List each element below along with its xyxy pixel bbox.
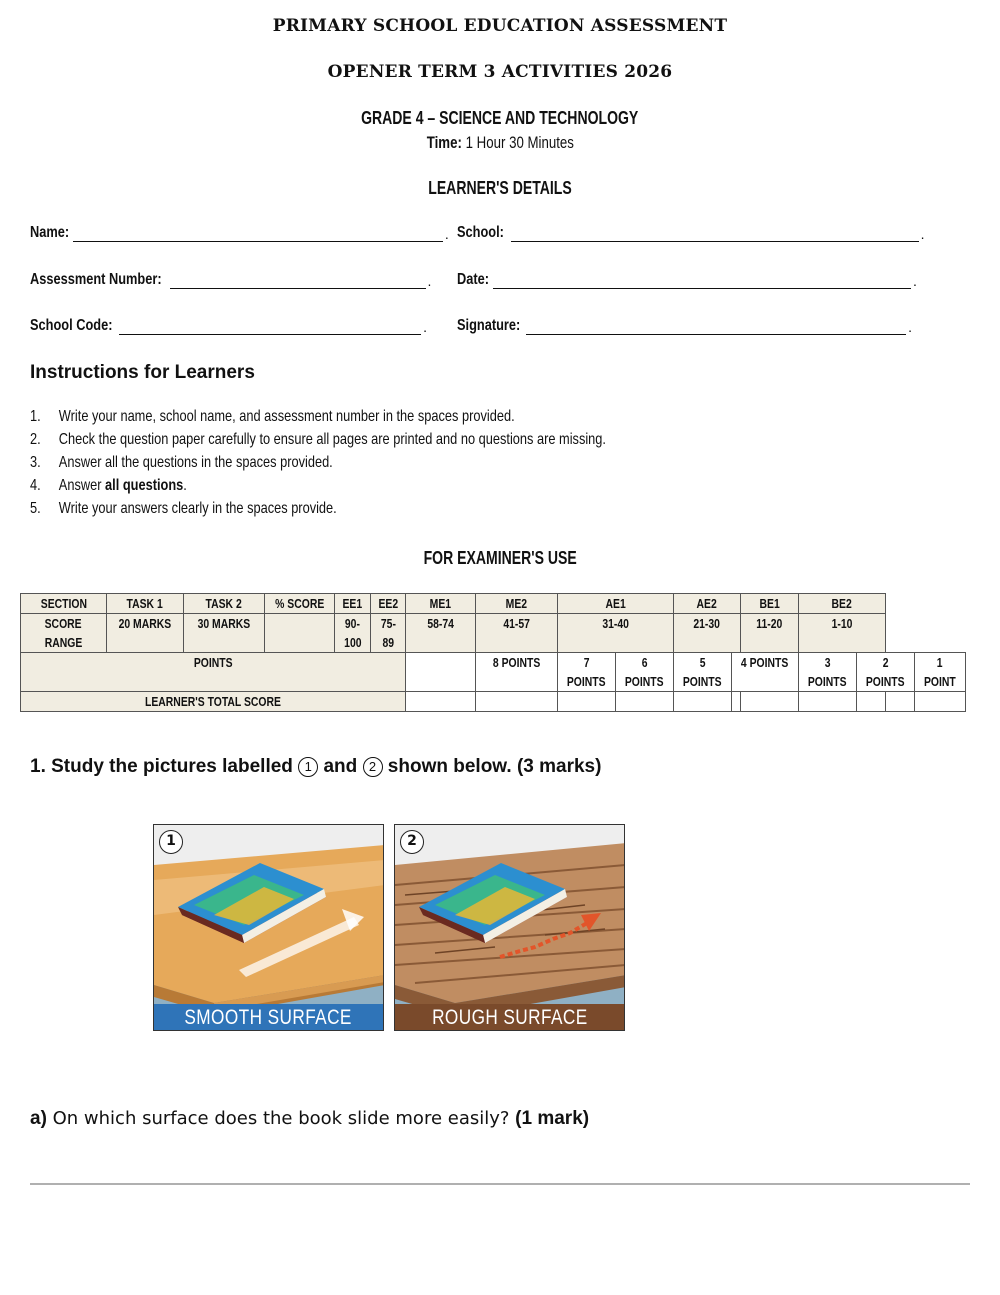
instruction-item: 2. Check the question paper carefully to ensure all pages are printed and no questions are missing.	[30, 431, 606, 448]
table-row	[21, 692, 966, 712]
instructions-list	[30, 408, 750, 523]
name-line[interactable]	[73, 228, 443, 242]
assessment-subtitle: OPENER TERM 3 ACTIVITIES 2026	[327, 62, 673, 82]
question-1a-label: a)	[30, 1108, 47, 1129]
assessment-number-field[interactable]: Assessment Number: .	[30, 271, 432, 289]
table-row: POINTS 8 POINTS 7 POINTS 6 POINTS 5 POINTS 4 POINTS 3 POINTS 2 POINTS 1 POINT	[21, 653, 966, 692]
assessment-number-label: Assessment Number:	[30, 271, 162, 288]
school-code-label: School Code:	[30, 317, 113, 334]
picture-badge-1: 1	[159, 830, 183, 854]
date-line[interactable]	[493, 275, 911, 289]
circle-label-1: 1	[298, 757, 318, 777]
school-code-field[interactable]: School Code: .	[30, 317, 427, 335]
name-field[interactable]: Name: .	[30, 224, 449, 242]
points-label: POINTS	[21, 653, 406, 692]
time-line	[0, 133, 1000, 153]
picture-badge-2: 2	[400, 830, 424, 854]
total-score-label: LEARNER'S TOTAL SCORE	[21, 692, 406, 712]
date-label: Date:	[457, 271, 490, 288]
instruction-item: 3. Answer all the questions in the spaces provided.	[30, 454, 333, 471]
examiner-use-heading: FOR EXAMINER'S USE	[423, 548, 577, 568]
question-1: 1. Study the pictures labelled 1 and 2 shown below. (3 marks)	[30, 756, 602, 777]
examiner-score-table	[20, 593, 966, 712]
assessment-number-line[interactable]	[170, 275, 426, 289]
school-code-line[interactable]	[119, 321, 421, 335]
time-value: 1 Hour 30 Minutes	[465, 133, 574, 152]
signature-field[interactable]: Signature: .	[457, 317, 913, 335]
smooth-surface-caption: SMOOTH SURFACE	[154, 1004, 383, 1030]
section-header: SECTION	[21, 594, 107, 614]
assessment-title: PRIMARY SCHOOL EDUCATION ASSESSMENT	[272, 16, 728, 36]
rough-surface-picture	[394, 824, 625, 1031]
signature-label: Signature:	[457, 317, 521, 334]
instruction-item: 4. Answer all questions.	[30, 477, 187, 494]
time-label: Time:	[426, 133, 462, 152]
question-1a-marks: (1 mark)	[515, 1108, 590, 1129]
table-row: SCORE RANGE 20 MARKS 30 MARKS 90- 100 75- 89 58-74 41-57 31-40 21-30 11-20 1-10	[21, 614, 966, 653]
instruction-item: 1. Write your name, school name, and assessment number in the spaces provided.	[30, 408, 515, 425]
pct-score-cell[interactable]	[265, 614, 335, 653]
school-field[interactable]: School: .	[457, 224, 925, 242]
answer-line[interactable]	[30, 1183, 970, 1185]
signature-line[interactable]	[526, 321, 906, 335]
school-label: School:	[457, 224, 504, 241]
question-1a-text: On which surface does the book slide more easily?	[46, 1108, 516, 1129]
table-row: SECTION TASK 1 TASK 2 % SCORE EE1 EE2 ME1 ME2 AE1 AE2 BE1 BE2	[21, 594, 966, 614]
question-1a	[30, 1108, 589, 1130]
circle-label-2: 2	[363, 757, 383, 777]
instructions-heading: Instructions for Learners	[30, 362, 255, 383]
smooth-surface-illustration	[154, 825, 384, 1031]
rough-surface-illustration	[395, 825, 625, 1031]
school-line[interactable]	[511, 228, 919, 242]
smooth-surface-picture	[153, 824, 384, 1031]
learner-details-heading: LEARNER'S DETAILS	[428, 178, 572, 198]
grade-subject: GRADE 4 – SCIENCE AND TECHNOLOGY	[361, 108, 639, 128]
instruction-item: 5. Write your answers clearly in the spaces provide.	[30, 500, 337, 517]
name-label: Name:	[30, 224, 70, 241]
date-field[interactable]: Date: .	[457, 271, 917, 289]
rough-surface-caption: ROUGH SURFACE	[395, 1004, 624, 1030]
